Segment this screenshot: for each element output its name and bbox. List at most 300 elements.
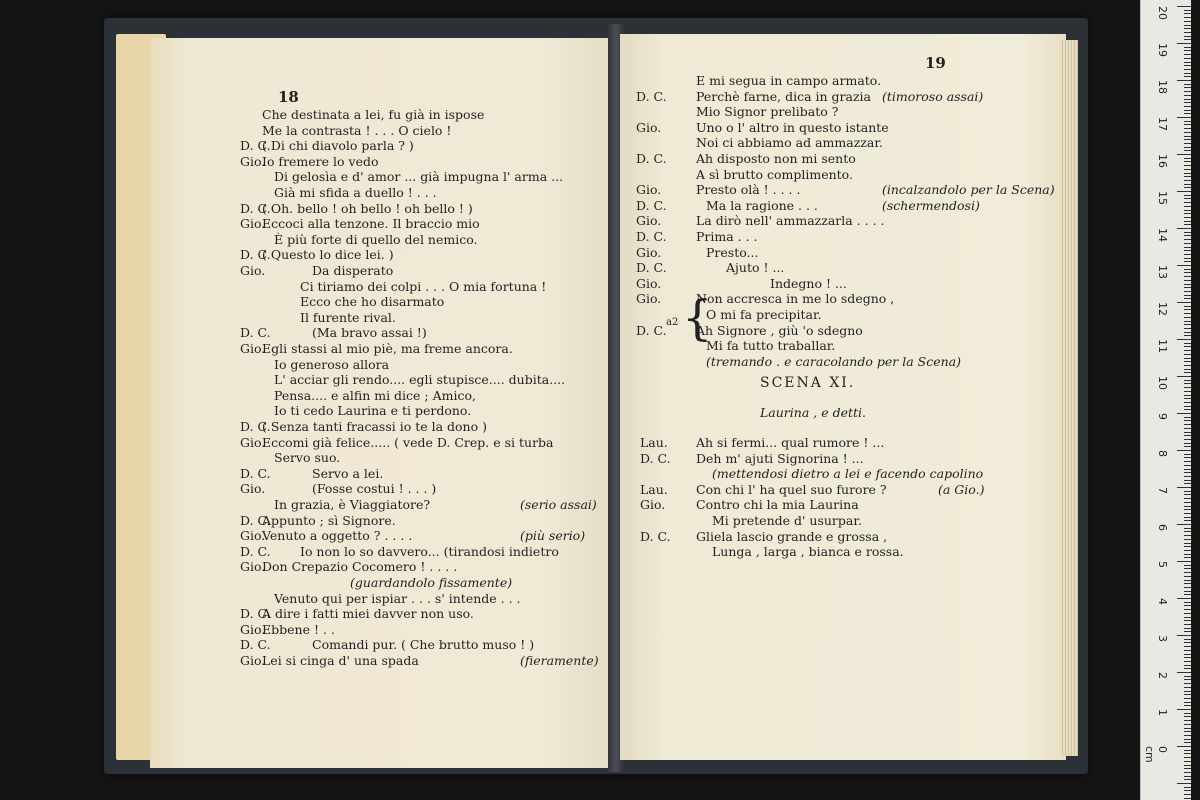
ruler-tick — [1184, 580, 1191, 581]
speaker-label: Gio. — [636, 213, 662, 229]
ruler-tick — [1184, 605, 1191, 606]
verse-line: Gliela lascio grande e grossa , — [696, 528, 888, 544]
ruler-tick — [1184, 173, 1191, 174]
verse-line: Mi fa tutto traballar. — [706, 338, 836, 354]
ruler-tick — [1184, 32, 1191, 33]
verse-line: Da disperato — [312, 263, 394, 278]
ruler-tick — [1184, 106, 1191, 107]
ruler-tick — [1184, 335, 1191, 336]
ruler-tick — [1184, 761, 1191, 762]
verse-line: (guardandolo fissamente) — [350, 575, 513, 590]
ruler-tick — [1177, 487, 1191, 488]
ruler-tick — [1184, 121, 1191, 122]
scene-subtitle: Laurina , e detti. — [760, 405, 866, 420]
ruler-number: 18 — [1156, 80, 1169, 94]
ruler-tick — [1184, 332, 1191, 333]
verse-line: ( Senza tanti fracassi io te la dono ) — [262, 419, 487, 434]
ruler-tick — [1184, 594, 1191, 595]
verse-line: Venuto a oggetto ? . . . . — [262, 528, 413, 544]
verse-line: In grazia, è Viaggiatore? — [274, 497, 431, 512]
speaker-label: D. C. — [240, 247, 271, 263]
verse-line: Che destinata a lei, fu già in ispose — [262, 107, 485, 122]
ruler-tick — [1184, 202, 1191, 203]
speaker-label: D. C. — [636, 197, 667, 213]
ruler-tick — [1184, 84, 1191, 85]
ruler-tick — [1184, 291, 1191, 292]
ruler-tick — [1184, 250, 1191, 251]
ruler-tick — [1184, 128, 1191, 129]
verse-line: ( Di chi diavolo parla ? ) — [262, 138, 414, 154]
ruler-tick — [1184, 47, 1191, 48]
ruler-tick — [1184, 539, 1191, 540]
ruler-tick — [1184, 280, 1191, 281]
speaker-label: Gio. — [240, 216, 266, 232]
speaker-label: Lau. — [640, 481, 668, 497]
verse-line: Uno o l' altro in questo istante — [696, 119, 889, 135]
verse-line: Servo a lei. — [312, 465, 384, 481]
ruler-tick — [1184, 572, 1191, 573]
ruler-tick — [1184, 99, 1191, 100]
stage-direction: (più serio) — [520, 528, 586, 544]
verse-line: (Fosse costui ! . . . ) — [312, 481, 437, 497]
ruler-tick — [1184, 139, 1191, 140]
verse-line: Pensa.... e alfin mi dice ; Amico, — [274, 387, 476, 403]
ruler-tick — [1177, 6, 1191, 7]
ruler-tick — [1184, 543, 1191, 544]
speaker-label: Gio. — [240, 263, 266, 278]
speaker-label: Gio. — [640, 497, 666, 513]
speaker-label: D. C. — [240, 637, 271, 653]
ruler-tick — [1184, 424, 1191, 425]
ruler-tick — [1184, 235, 1191, 236]
ruler-tick — [1184, 69, 1191, 70]
speaker-label: D. C. — [240, 465, 271, 481]
stage-direction: (serio assai) — [520, 497, 597, 512]
ruler-tick — [1184, 25, 1191, 26]
ruler-tick — [1184, 757, 1191, 758]
ruler-tick — [1184, 328, 1191, 329]
ruler-tick — [1184, 102, 1191, 103]
verse-line: Indegno ! ... — [770, 275, 847, 291]
duet-brace: { — [682, 290, 713, 346]
ruler-tick — [1184, 132, 1191, 133]
ruler-number: 15 — [1156, 191, 1169, 205]
ruler-tick — [1184, 113, 1191, 114]
ruler-tick — [1184, 550, 1191, 551]
ruler-tick — [1184, 483, 1191, 484]
verse-line: Ecco che ho disarmato — [300, 294, 445, 310]
verse-line: Egli stassi al mio piè, ma freme ancora. — [262, 341, 513, 356]
ruler-tick — [1184, 768, 1191, 769]
ruler-tick — [1184, 679, 1191, 680]
ruler-tick — [1184, 794, 1191, 795]
ruler-tick — [1184, 739, 1191, 740]
speaker-label: D. C. — [240, 419, 271, 434]
ruler-number: 16 — [1156, 154, 1169, 168]
ruler-tick — [1184, 76, 1191, 77]
ruler-tick — [1184, 724, 1191, 725]
verse-line: O mi fa precipitar. — [706, 307, 822, 322]
ruler-tick — [1184, 454, 1191, 455]
ruler-tick — [1184, 217, 1191, 218]
ruler-tick — [1184, 298, 1191, 299]
ruler-tick — [1177, 228, 1191, 229]
ruler-tick — [1184, 198, 1191, 199]
ruler-tick — [1184, 17, 1191, 18]
ruler-number: 19 — [1156, 43, 1169, 57]
ruler-tick — [1184, 21, 1191, 22]
ruler-number: 13 — [1156, 265, 1169, 279]
ruler-tick — [1184, 54, 1191, 55]
ruler-tick — [1184, 498, 1191, 499]
verse-line: Mio Signor prelibato ? — [696, 104, 839, 120]
ruler-tick — [1184, 446, 1191, 447]
ruler-tick — [1184, 765, 1191, 766]
verse-line: Presto... — [706, 244, 759, 260]
speaker-label: Gio. — [240, 653, 266, 668]
ruler-tick — [1184, 742, 1191, 743]
ruler-tick — [1184, 502, 1191, 503]
ruler-tick — [1184, 39, 1191, 40]
speaker-label: Gio. — [240, 434, 266, 450]
ruler-tick — [1177, 339, 1191, 340]
verse-line: Prima . . . — [696, 229, 758, 244]
ruler-tick — [1184, 642, 1191, 643]
ruler-tick — [1177, 154, 1191, 155]
speaker-label: D. C. — [640, 528, 671, 544]
ruler-tick — [1184, 735, 1191, 736]
ruler-tick — [1184, 457, 1191, 458]
ruler-tick — [1184, 361, 1191, 362]
speaker-label: Gio. — [240, 621, 266, 637]
ruler-tick — [1184, 398, 1191, 399]
verse-line: Non accresca in me lo sdegno , — [696, 291, 895, 307]
stage-direction: (incalzandolo per la Scena) — [882, 182, 1055, 198]
ruler-tick — [1184, 10, 1191, 11]
ruler-tick — [1177, 561, 1191, 562]
ruler-tick — [1177, 598, 1191, 599]
ruler-tick — [1184, 728, 1191, 729]
verse-line: Io fremere lo vedo — [262, 153, 379, 169]
ruler-tick — [1184, 269, 1191, 270]
verse-line: Servo suo. — [274, 450, 341, 466]
ruler-tick — [1184, 665, 1191, 666]
ruler-tick — [1177, 265, 1191, 266]
ruler-tick — [1184, 546, 1191, 547]
ruler-tick — [1177, 746, 1191, 747]
ruler-tick — [1184, 417, 1191, 418]
verse-line: Contro chi la mia Laurina — [696, 497, 859, 513]
verse-line: Ah si fermi... qual rumore ! ... — [696, 435, 885, 450]
ruler-tick — [1177, 709, 1191, 710]
ruler-tick — [1184, 776, 1191, 777]
ruler-tick — [1184, 406, 1191, 407]
ruler-tick — [1184, 428, 1191, 429]
ruler-tick — [1184, 272, 1191, 273]
verse-line: Io ti cedo Laurina e ti perdono. — [274, 403, 472, 419]
ruler-tick — [1184, 243, 1191, 244]
ruler-tick — [1184, 91, 1191, 92]
verse-line: Comandi pur. ( Che brutto muso ! ) — [312, 637, 535, 653]
ruler-tick — [1184, 402, 1191, 403]
ruler-tick — [1184, 753, 1191, 754]
ruler-tick — [1184, 676, 1191, 677]
ruler-tick — [1184, 705, 1191, 706]
ruler-tick — [1184, 435, 1191, 436]
ruler-tick — [1184, 624, 1191, 625]
ruler-tick — [1184, 554, 1191, 555]
ruler-number: 9 — [1156, 413, 1169, 420]
ruler-tick — [1184, 443, 1191, 444]
ruler-tick — [1184, 787, 1191, 788]
speaker-label: D. C. — [240, 543, 271, 559]
ruler-tick — [1184, 509, 1191, 510]
ruler-tick — [1184, 187, 1191, 188]
ruler-tick — [1184, 535, 1191, 536]
ruler-tick — [1184, 683, 1191, 684]
ruler-tick — [1184, 528, 1191, 529]
ruler-tick — [1184, 583, 1191, 584]
verse-line: Ajuto ! ... — [726, 260, 785, 276]
ruler-tick — [1184, 691, 1191, 692]
stage-direction: (timoroso assai) — [882, 88, 984, 104]
ruler-tick — [1184, 568, 1191, 569]
ruler-tick — [1184, 184, 1191, 185]
ruler-tick — [1184, 639, 1191, 640]
ruler-tick — [1184, 161, 1191, 162]
verse-line: Eccoci alla tenzone. Il braccio mio — [262, 216, 480, 232]
ruler-tick — [1184, 321, 1191, 322]
ruler-tick — [1184, 65, 1191, 66]
ruler-tick — [1184, 517, 1191, 518]
ruler-tick — [1184, 798, 1191, 799]
ruler-tick — [1184, 276, 1191, 277]
ruler-tick — [1184, 147, 1191, 148]
speaker-label: D. C. — [636, 260, 667, 276]
ruler-tick — [1184, 432, 1191, 433]
ruler-tick — [1184, 62, 1191, 63]
ruler-tick — [1177, 524, 1191, 525]
speaker-label: Gio. — [636, 291, 662, 307]
left-page — [150, 38, 612, 768]
ruler-tick — [1184, 287, 1191, 288]
verse-line: Noi ci abbiamo ad ammazzar. — [696, 135, 883, 151]
ruler-tick — [1184, 358, 1191, 359]
ruler-tick — [1184, 143, 1191, 144]
ruler-tick — [1184, 731, 1191, 732]
ruler-tick — [1177, 80, 1191, 81]
speaker-label: Gio. — [636, 244, 662, 260]
ruler-tick — [1184, 513, 1191, 514]
ruler-tick — [1177, 783, 1191, 784]
ruler-tick — [1184, 702, 1191, 703]
ruler-tick — [1184, 602, 1191, 603]
ruler-tick — [1184, 150, 1191, 151]
ruler-tick — [1177, 191, 1191, 192]
ruler-tick — [1184, 631, 1191, 632]
ruler-tick — [1184, 73, 1191, 74]
ruler-tick — [1184, 628, 1191, 629]
ruler-number: 5 — [1156, 561, 1169, 568]
ruler-tick — [1184, 343, 1191, 344]
ruler-tick — [1184, 28, 1191, 29]
ruler-tick — [1184, 306, 1191, 307]
verse-line: La dirò nell' ammazzarla . . . . — [696, 213, 885, 229]
ruler-tick — [1184, 491, 1191, 492]
verse-line: (mettendosi dietro a lei e facendo capolino — [712, 466, 984, 482]
ruler-tick — [1184, 165, 1191, 166]
ruler-tick — [1184, 221, 1191, 222]
ruler-number: 8 — [1156, 450, 1169, 457]
ruler-tick — [1184, 620, 1191, 621]
ruler-tick — [1184, 576, 1191, 577]
verse-line: Il furente rival. — [300, 309, 396, 325]
verse-line: E mi segua in campo armato. — [696, 73, 882, 88]
ruler-tick — [1184, 324, 1191, 325]
verse-line: Già mi sfida a duello ! . . . — [274, 185, 437, 200]
ruler-number: 2 — [1156, 672, 1169, 679]
ruler-tick — [1184, 180, 1191, 181]
ruler-tick — [1184, 772, 1191, 773]
verse-line: ( Oh. bello ! oh bello ! oh bello ! ) — [262, 200, 473, 216]
speaker-label: Gio. — [240, 153, 266, 169]
ruler-tick — [1184, 506, 1191, 507]
ruler-tick — [1184, 591, 1191, 592]
verse-line: (tremando . e caracolando per la Scena) — [706, 353, 961, 369]
verse-line: (Ma bravo assai !) — [312, 325, 427, 341]
verse-line: Con chi l' ha quel suo furore ? — [696, 481, 887, 497]
speaker-label: D. C. — [240, 138, 271, 154]
ruler-tick — [1184, 284, 1191, 285]
verse-line: Appunto ; sì Signore. — [262, 512, 396, 528]
ruler-tick — [1184, 494, 1191, 495]
ruler-tick — [1184, 36, 1191, 37]
a2-label: a2 — [666, 317, 679, 328]
ruler-tick — [1184, 169, 1191, 170]
ruler-tick — [1184, 395, 1191, 396]
ruler-tick — [1184, 790, 1191, 791]
ruler-number: 12 — [1156, 302, 1169, 316]
verse-line: Ah Signore , giù 'o sdegno — [696, 322, 863, 338]
ruler-tick — [1184, 716, 1191, 717]
ruler-tick — [1184, 694, 1191, 695]
ruler-tick — [1184, 372, 1191, 373]
verse-line: Ah disposto non mi sento — [696, 151, 856, 166]
ruler-tick — [1184, 750, 1191, 751]
speaker-label: Gio. — [636, 275, 662, 291]
ruler-tick — [1184, 158, 1191, 159]
speaker-label: D. C. — [636, 229, 667, 244]
verse-line: Eccomi già felice..... ( vede D. Crep. e si turba — [262, 434, 554, 450]
ruler-tick — [1184, 50, 1191, 51]
ruler-tick — [1184, 247, 1191, 248]
ruler-tick — [1184, 313, 1191, 314]
ruler-number: 4 — [1156, 598, 1169, 605]
verse-line: Presto olà ! . . . . — [696, 182, 801, 198]
ruler-tick — [1184, 58, 1191, 59]
ruler-tick — [1184, 87, 1191, 88]
verse-line: Lunga , larga , bianca e rossa. — [712, 544, 904, 560]
verse-line: Deh m' ajuti Signorina ! ... — [696, 450, 864, 466]
verse-line: Mi pretende d' usurpar. — [712, 513, 862, 528]
ruler-tick — [1184, 720, 1191, 721]
verse-line: ( Questo lo dice lei. ) — [262, 247, 394, 263]
verse-line: Don Crepazio Cocomero ! . . . . — [262, 559, 458, 575]
ruler-number: 17 — [1156, 117, 1169, 131]
ruler-tick — [1184, 124, 1191, 125]
measuring-ruler — [1140, 0, 1191, 800]
ruler-tick — [1184, 617, 1191, 618]
ruler-tick — [1184, 391, 1191, 392]
ruler-tick — [1177, 635, 1191, 636]
ruler-tick — [1184, 176, 1191, 177]
ruler-tick — [1184, 136, 1191, 137]
ruler-tick — [1184, 206, 1191, 207]
ruler-tick — [1184, 650, 1191, 651]
ruler-number: 20 — [1156, 6, 1169, 20]
ruler-number: 11 — [1156, 339, 1169, 353]
ruler-number: 0 cm — [1143, 746, 1169, 763]
ruler-tick — [1184, 520, 1191, 521]
speaker-label: D. C. — [240, 200, 271, 216]
ruler-tick — [1184, 687, 1191, 688]
ruler-tick — [1184, 469, 1191, 470]
ruler-tick — [1184, 95, 1191, 96]
speaker-label: Gio. — [240, 559, 266, 575]
ruler-tick — [1184, 258, 1191, 259]
ruler-tick — [1177, 117, 1191, 118]
ruler-tick — [1184, 654, 1191, 655]
ruler-tick — [1184, 657, 1191, 658]
stage-direction: (fieramente) — [520, 653, 599, 668]
verse-line: Io generoso allora — [274, 356, 390, 372]
speaker-label: D. C. — [636, 322, 667, 338]
speaker-label: D. C. — [240, 606, 271, 622]
ruler-tick — [1184, 646, 1191, 647]
ruler-tick — [1184, 369, 1191, 370]
verse-line: Perchè farne, dica in grazia — [696, 88, 872, 104]
ruler-tick — [1184, 239, 1191, 240]
speaker-label: D. C. — [636, 151, 667, 166]
ruler-tick — [1184, 476, 1191, 477]
page-stack-right — [1060, 40, 1078, 756]
verse-line: È più forte di quello del nemico. — [274, 231, 478, 247]
ruler-tick — [1184, 195, 1191, 196]
speaker-label: Lau. — [640, 435, 668, 450]
verse-line: Venuto qui per ispiar . . . s' intende . . . — [274, 590, 521, 606]
ruler-tick — [1184, 380, 1191, 381]
ruler-tick — [1184, 350, 1191, 351]
verse-line: A dire i fatti miei davver non uso. — [262, 606, 474, 622]
ruler-tick — [1184, 439, 1191, 440]
right-page — [620, 34, 1066, 760]
speaker-label: D. C. — [240, 512, 271, 528]
ruler-tick — [1184, 713, 1191, 714]
speaker-label: Gio. — [636, 182, 662, 198]
verse-line: L' acciar gli rendo.... egli stupisce.... dubita.... — [274, 372, 566, 388]
ruler-tick — [1184, 779, 1191, 780]
ruler-tick — [1184, 531, 1191, 532]
ruler-tick — [1184, 213, 1191, 214]
ruler-tick — [1184, 668, 1191, 669]
ruler-tick — [1184, 110, 1191, 111]
page-number-right: 19 — [925, 54, 946, 72]
ruler-tick — [1184, 698, 1191, 699]
ruler-tick — [1184, 383, 1191, 384]
ruler-tick — [1184, 354, 1191, 355]
ruler-tick — [1177, 376, 1191, 377]
ruler-number: 6 — [1156, 524, 1169, 531]
